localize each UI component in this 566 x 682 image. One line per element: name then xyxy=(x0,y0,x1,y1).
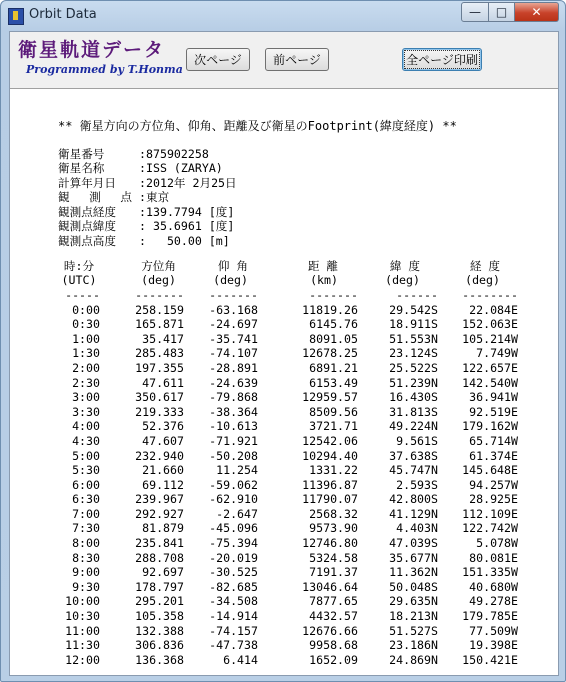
table-row-cell: 69.112 xyxy=(142,477,184,492)
dash-row-cell: ----- xyxy=(65,287,100,302)
info-separator: : xyxy=(132,161,146,176)
table-row-cell: -28.891 xyxy=(209,360,258,375)
table-row xyxy=(58,653,518,668)
table-row xyxy=(58,434,518,449)
column-header xyxy=(58,259,518,274)
column-unit-cell: (deg) xyxy=(465,273,500,288)
info-value: 2012年 2月25日 xyxy=(146,175,237,190)
table-row-cell: 16.430S xyxy=(389,390,438,405)
table-row-cell: -74.107 xyxy=(209,346,258,361)
table-row-cell: -50.208 xyxy=(209,448,258,463)
table-row-cell: 7877.65 xyxy=(309,594,358,609)
table-row-cell: 165.871 xyxy=(135,317,184,332)
table-row-cell: 9.561S xyxy=(396,433,438,448)
table-row-cell: 77.509W xyxy=(469,623,518,638)
column-header-cell: 仰 角 xyxy=(217,258,248,273)
table-row xyxy=(58,390,518,405)
app-credit: Programmed by T.Honma xyxy=(26,63,183,76)
info-separator: : xyxy=(132,204,146,219)
table-row-cell: 6891.21 xyxy=(309,360,358,375)
table-row-cell: 35.677N xyxy=(389,550,438,565)
table-row-cell: 47.607 xyxy=(142,433,184,448)
orbit-table xyxy=(58,259,518,668)
table-row-cell: 4432.57 xyxy=(309,609,358,624)
table-row-cell: -79.868 xyxy=(209,390,258,405)
table-row-cell: 3:30 xyxy=(72,404,100,419)
table-row-cell: 6:00 xyxy=(72,477,100,492)
table-row-cell: -30.525 xyxy=(209,565,258,580)
table-row-cell: 122.657E xyxy=(462,360,518,375)
table-row-cell: -75.394 xyxy=(209,536,258,551)
table-row-cell: 7.749W xyxy=(476,346,518,361)
table-row-cell: 42.800S xyxy=(389,492,438,507)
app-icon xyxy=(8,8,24,25)
table-row-cell: 8509.56 xyxy=(309,404,358,419)
table-row-cell: 9573.90 xyxy=(309,521,358,536)
table-row-cell: 61.374E xyxy=(469,448,518,463)
dash-row-cell: ------- xyxy=(209,287,258,302)
info-row xyxy=(58,234,237,249)
table-row-cell: 9:30 xyxy=(72,579,100,594)
satellite-info xyxy=(58,147,237,249)
info-label: 計算年月日 xyxy=(58,175,116,190)
table-row-cell: 28.925E xyxy=(469,492,518,507)
table-row-cell: 285.483 xyxy=(135,346,184,361)
table-row-cell: -14.914 xyxy=(209,609,258,624)
info-row xyxy=(58,147,237,162)
column-header-cell: 緯 度 xyxy=(389,258,420,273)
table-row-cell: 47.611 xyxy=(142,375,184,390)
table-row-cell: 50.048S xyxy=(389,579,438,594)
app-name: 衛星軌道データ xyxy=(18,39,166,61)
table-row-cell: 5.078W xyxy=(476,536,518,551)
column-header-cell: 距 離 xyxy=(307,258,338,273)
column-unit-cell: (km) xyxy=(310,273,338,288)
table-row-cell: 92.519E xyxy=(469,404,518,419)
table-row-cell: 132.388 xyxy=(135,623,184,638)
table-row-cell: 5:00 xyxy=(72,448,100,463)
table-row-cell: 235.841 xyxy=(135,536,184,551)
column-header-cell: 時:分 xyxy=(63,258,95,273)
table-row-cell: 150.421E xyxy=(462,652,518,667)
table-row xyxy=(58,449,518,464)
table-row-cell: 10:00 xyxy=(65,594,100,609)
dash-row-cell: -------- xyxy=(462,287,518,302)
table-row-cell: 36.941W xyxy=(469,390,518,405)
table-row xyxy=(58,317,518,332)
table-row-cell: 11.362N xyxy=(389,565,438,580)
table-row-cell: 47.039S xyxy=(389,536,438,551)
table-row-cell: 6153.49 xyxy=(309,375,358,390)
table-row xyxy=(58,405,518,420)
table-row-cell: 92.697 xyxy=(142,565,184,580)
table-row-cell: -82.685 xyxy=(209,579,258,594)
table-row xyxy=(58,522,518,537)
info-separator: : xyxy=(132,219,146,234)
table-row-cell: 219.333 xyxy=(135,404,184,419)
table-row-cell: 239.967 xyxy=(135,492,184,507)
table-row-cell: 80.081E xyxy=(469,550,518,565)
table-row-cell: 41.129N xyxy=(389,506,438,521)
table-row-cell: -47.738 xyxy=(209,638,258,653)
table-row-cell: 81.879 xyxy=(142,521,184,536)
table-row-cell: -45.096 xyxy=(209,521,258,536)
table-row-cell: 8:00 xyxy=(72,536,100,551)
table-row-cell: 4:30 xyxy=(72,433,100,448)
table-row-cell: 31.813S xyxy=(389,404,438,419)
table-row-cell: -24.697 xyxy=(209,317,258,332)
table-row-cell: 1652.09 xyxy=(309,652,358,667)
table-row-cell: 10294.40 xyxy=(302,448,358,463)
table-row-cell: 49.224N xyxy=(389,419,438,434)
table-row-cell: 13046.64 xyxy=(302,579,358,594)
table-row-cell: -20.019 xyxy=(209,550,258,565)
column-unit-cell: (deg) xyxy=(213,273,248,288)
table-row-cell: 145.648E xyxy=(462,463,518,478)
info-row xyxy=(58,191,237,206)
table-row-cell: 9958.68 xyxy=(309,638,358,653)
table-row xyxy=(58,463,518,478)
table-row-cell: 0:30 xyxy=(72,317,100,332)
info-label: 観測点緯度 xyxy=(58,219,116,234)
table-row xyxy=(58,361,518,376)
table-row-cell: 105.214W xyxy=(462,331,518,346)
table-row-cell: 1331.22 xyxy=(309,463,358,478)
info-value: 139.7794 [度] xyxy=(146,204,235,219)
table-row-cell: -10.613 xyxy=(209,419,258,434)
table-row-cell: 51.527S xyxy=(389,623,438,638)
column-header-cell: 経 度 xyxy=(469,258,500,273)
table-row-cell: 24.869N xyxy=(389,652,438,667)
table-row xyxy=(58,493,518,508)
table-row xyxy=(58,478,518,493)
table-row-cell: 8:30 xyxy=(72,550,100,565)
window-title: Orbit Data xyxy=(29,7,97,22)
table-row-cell: 11819.26 xyxy=(302,302,358,317)
table-row-cell: 12:00 xyxy=(65,652,100,667)
table-row-cell: 51.553N xyxy=(389,331,438,346)
table-row-cell: 11:30 xyxy=(65,638,100,653)
report-heading: ** 衛星方向の方位角、仰角、距離及び衛星のFootprint(緯度経度) ** xyxy=(58,119,457,133)
prev-page-button[interactable]: 前ページ xyxy=(265,48,329,71)
info-value: 875902258 xyxy=(146,146,209,161)
table-row-cell: 136.368 xyxy=(135,652,184,667)
table-row-cell: -24.639 xyxy=(209,375,258,390)
toolbar xyxy=(10,32,558,89)
column-unit-cell: (UTC) xyxy=(61,273,97,288)
table-row-cell: 94.257W xyxy=(469,477,518,492)
info-row xyxy=(58,205,237,220)
table-row-cell: 112.109E xyxy=(462,506,518,521)
info-row xyxy=(58,220,237,235)
table-row-cell: 37.638S xyxy=(389,448,438,463)
table-row-cell: 2568.32 xyxy=(309,506,358,521)
table-row-cell: 6:30 xyxy=(72,492,100,507)
table-row-cell: -71.921 xyxy=(209,433,258,448)
table-row xyxy=(58,624,518,639)
table-row-cell: 12959.57 xyxy=(302,390,358,405)
table-row-cell: 151.335W xyxy=(462,565,518,580)
table-row-cell: 350.617 xyxy=(135,390,184,405)
table-row-cell: 4:00 xyxy=(72,419,100,434)
table-row-cell: -62.910 xyxy=(209,492,258,507)
table-row-cell: 7:30 xyxy=(72,521,100,536)
table-row-cell: 1:00 xyxy=(72,331,100,346)
column-unit-cell: (deg) xyxy=(141,273,176,288)
table-row xyxy=(58,303,518,318)
table-row-cell: 2.593S xyxy=(396,477,438,492)
next-page-button[interactable]: 次ページ xyxy=(186,48,250,71)
info-row xyxy=(58,176,237,191)
info-separator: : xyxy=(132,190,146,205)
info-value: ISS (ZARYA) xyxy=(146,161,223,176)
column-unit-cell: (deg) xyxy=(385,273,420,288)
info-label: 観 測 点 xyxy=(58,190,132,205)
table-row-cell: 23.186N xyxy=(389,638,438,653)
table-row-cell: 3721.71 xyxy=(309,419,358,434)
table-row-cell: 12678.25 xyxy=(302,346,358,361)
table-row xyxy=(58,420,518,435)
table-row-cell: 12542.06 xyxy=(302,433,358,448)
table-row-cell: 45.747N xyxy=(389,463,438,478)
table-row-cell: 11.254 xyxy=(216,463,258,478)
print-all-button[interactable] xyxy=(402,48,482,71)
info-label: 観測点高度 xyxy=(58,233,116,248)
table-row-cell: 22.084E xyxy=(469,302,518,317)
table-row xyxy=(58,551,518,566)
table-row-cell: 9:00 xyxy=(72,565,100,580)
maximize-icon: □ xyxy=(495,5,508,19)
table-row-cell: 306.836 xyxy=(135,638,184,653)
table-row-cell: 152.063E xyxy=(462,317,518,332)
info-value: 東京 xyxy=(146,190,170,205)
dash-row-cell: ------- xyxy=(309,287,358,302)
minimize-button[interactable] xyxy=(461,2,489,22)
info-separator: : xyxy=(132,175,146,190)
table-row-cell: 5:30 xyxy=(72,463,100,478)
report-view xyxy=(10,89,558,675)
table-row-cell: 1:30 xyxy=(72,346,100,361)
table-row xyxy=(58,332,518,347)
table-row-cell: 65.714W xyxy=(469,433,518,448)
info-label: 観測点経度 xyxy=(58,204,116,219)
table-row xyxy=(58,595,518,610)
table-row xyxy=(58,376,518,391)
dash-row-cell: ------ xyxy=(396,287,438,302)
table-row xyxy=(58,609,518,624)
table-row-cell: 105.358 xyxy=(135,609,184,624)
table-row-cell: 3:00 xyxy=(72,390,100,405)
table-row-cell: 232.940 xyxy=(135,448,184,463)
table-row-cell: 7191.37 xyxy=(309,565,358,580)
table-row-cell: -38.364 xyxy=(209,404,258,419)
table-row-cell: 18.213N xyxy=(389,609,438,624)
table-row-cell: 21.660 xyxy=(142,463,184,478)
caption-buttons xyxy=(461,2,559,22)
table-row-cell: 2:00 xyxy=(72,360,100,375)
table-row-cell: 29.542S xyxy=(389,302,438,317)
table-row-cell: 51.239N xyxy=(389,375,438,390)
table-row-cell: 12676.66 xyxy=(302,623,358,638)
client-area xyxy=(9,31,559,676)
maximize-button[interactable] xyxy=(489,2,515,22)
table-row-cell: 122.742W xyxy=(462,521,518,536)
title-bar[interactable] xyxy=(1,1,565,29)
table-row-cell: 11:00 xyxy=(65,623,100,638)
table-row-cell: 49.278E xyxy=(469,594,518,609)
close-button[interactable] xyxy=(515,2,559,22)
info-value: 50.00 [m] xyxy=(146,233,230,248)
table-row xyxy=(58,536,518,551)
close-icon: ✕ xyxy=(531,5,542,19)
table-row-cell: 10:30 xyxy=(65,609,100,624)
table-row xyxy=(58,580,518,595)
table-row-cell: 11396.87 xyxy=(302,477,358,492)
column-unit xyxy=(58,274,518,289)
table-row-cell: 295.201 xyxy=(135,594,184,609)
info-label: 衛星名称 xyxy=(58,161,105,176)
table-row-cell: 25.522S xyxy=(389,360,438,375)
table-row-cell: 178.797 xyxy=(135,579,184,594)
table-row-cell: 2:30 xyxy=(72,375,100,390)
table-row-cell: 5324.58 xyxy=(309,550,358,565)
table-row-cell: 23.124S xyxy=(389,346,438,361)
info-separator: : xyxy=(132,233,146,248)
table-row-cell: -34.508 xyxy=(209,594,258,609)
table-row-cell: 0:00 xyxy=(72,302,100,317)
table-row xyxy=(58,638,518,653)
info-separator: : xyxy=(132,146,146,161)
table-row xyxy=(58,347,518,362)
table-row-cell: -59.062 xyxy=(209,477,258,492)
table-row-cell: 197.355 xyxy=(135,360,184,375)
table-row-cell: 7:00 xyxy=(72,506,100,521)
table-row-cell: 6145.76 xyxy=(309,317,358,332)
dash-row xyxy=(58,288,518,303)
table-row-cell: 6.414 xyxy=(223,652,258,667)
table-row-cell: 19.398E xyxy=(469,638,518,653)
table-row-cell: 12746.80 xyxy=(302,536,358,551)
table-row-cell: 179.162W xyxy=(462,419,518,434)
table-row-cell: 11790.07 xyxy=(302,492,358,507)
table-row-cell: 4.403N xyxy=(396,521,438,536)
dash-row-cell: ------- xyxy=(135,287,184,302)
table-row-cell: 8091.05 xyxy=(309,331,358,346)
table-row-cell: 35.417 xyxy=(142,331,184,346)
print-all-label: 全ページ印刷 xyxy=(404,50,480,69)
info-row xyxy=(58,162,237,177)
table-row-cell: -35.741 xyxy=(209,331,258,346)
minimize-icon: — xyxy=(469,5,481,19)
table-row-cell: 40.680W xyxy=(469,579,518,594)
table-row-cell: 258.159 xyxy=(135,302,184,317)
table-row-cell: -2.647 xyxy=(216,506,258,521)
table-row-cell: 142.540W xyxy=(462,375,518,390)
table-row-cell: 288.708 xyxy=(135,550,184,565)
column-header-cell: 方位角 xyxy=(141,258,176,273)
info-label: 衛星番号 xyxy=(58,146,105,161)
table-row-cell: 52.376 xyxy=(142,419,184,434)
table-row xyxy=(58,507,518,522)
table-row-cell: 292.927 xyxy=(135,506,184,521)
table-row xyxy=(58,565,518,580)
info-value: 35.6961 [度] xyxy=(146,219,235,234)
table-row-cell: 179.785E xyxy=(462,609,518,624)
table-row-cell: -63.168 xyxy=(209,302,258,317)
table-row-cell: -74.157 xyxy=(209,623,258,638)
table-row-cell: 18.911S xyxy=(389,317,438,332)
table-row-cell: 29.635N xyxy=(389,594,438,609)
